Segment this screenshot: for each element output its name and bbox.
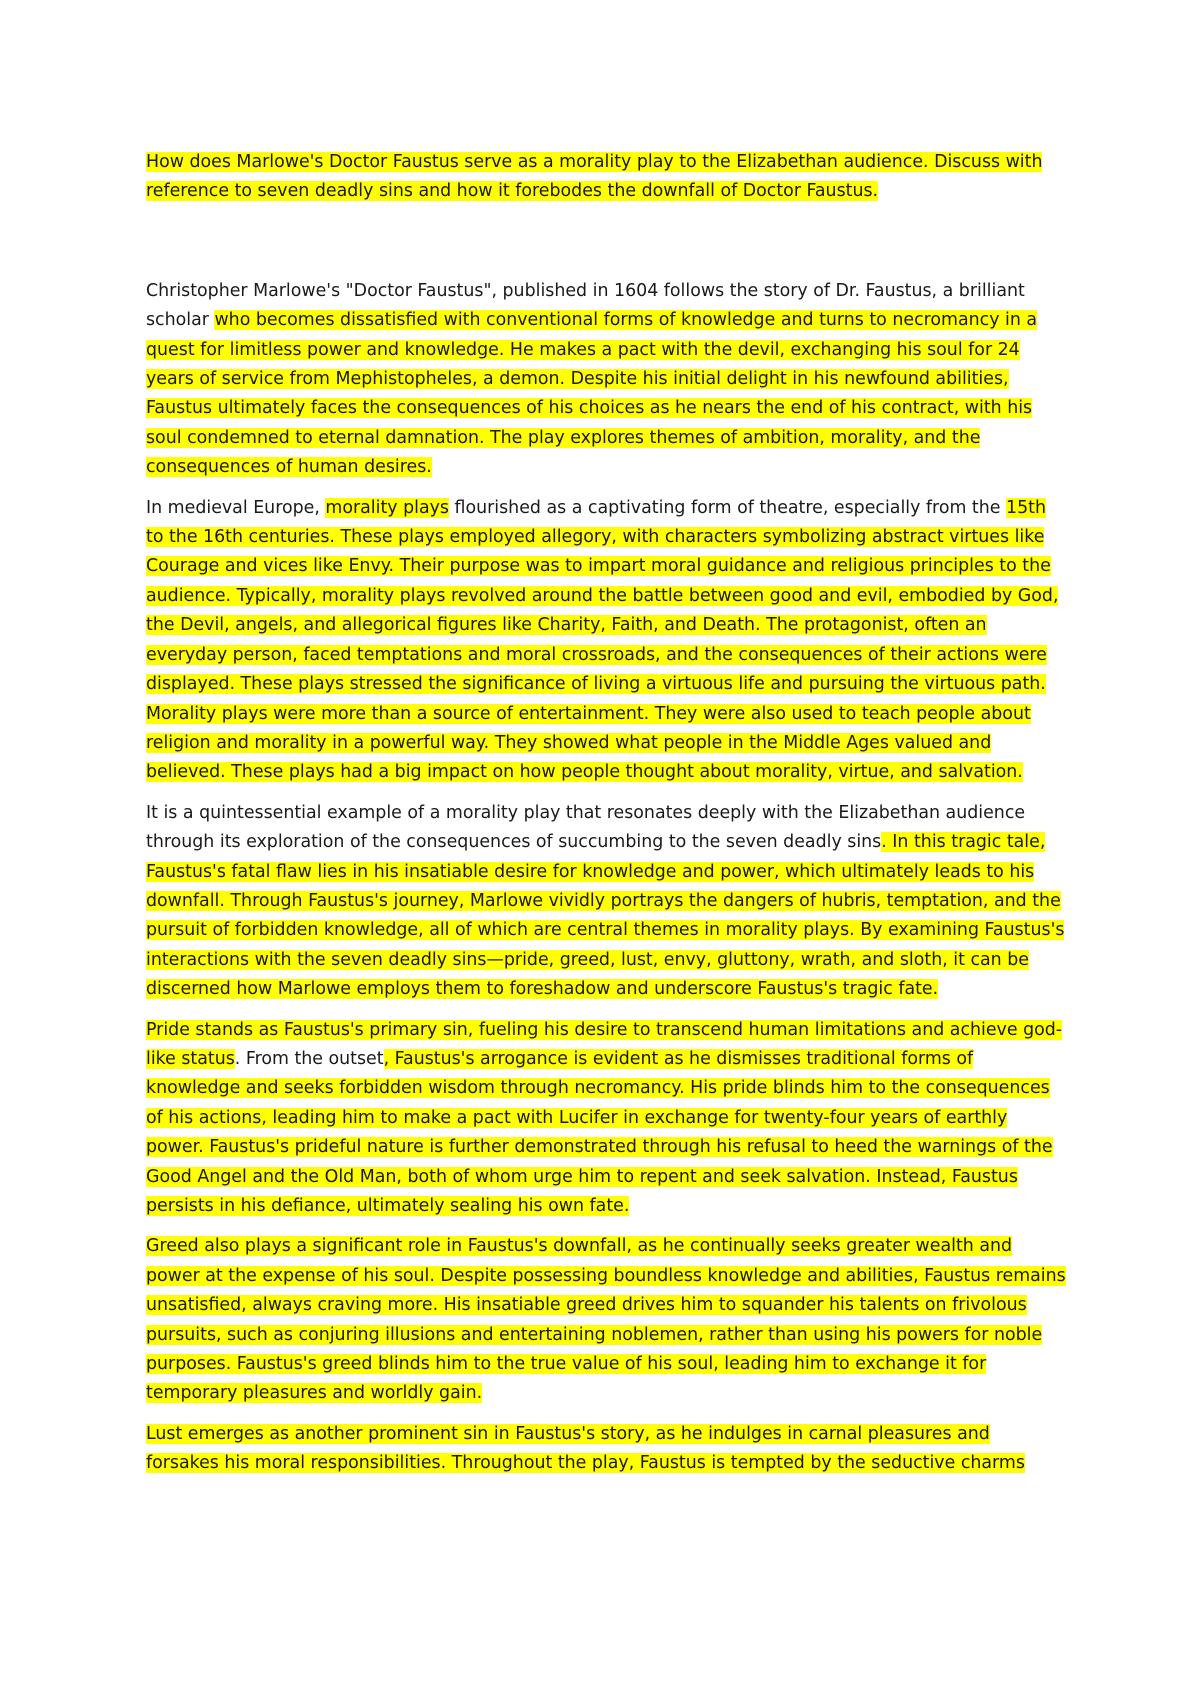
highlighted-text: Lust emerges as another prominent sin in Faustus's story, as he indulges in carnal pleasures and forsakes his moral responsibilities. Throughout the play, Faustus is tempted by the seductive charms [146,1423,1025,1474]
paragraph-introduction [146,277,1066,483]
plain-text: Christopher Marlowe's "Doctor Faustus", published in 1604 follows the story of Dr. Faustus, a brilliant scholar [146,280,1025,331]
highlighted-text: morality plays [325,497,449,518]
paragraph-greed [146,1232,1066,1408]
highlighted-text: . In this tragic tale, Faustus's fatal flaw lies in his insatiable desire for knowledge and power, which ultimately leads to his downfall. Through Faustus's journey, Marlowe vividly portrays the dangers of hubris, temptation, and the pursuit of forbidden knowledge, all of which are central themes in morality plays. By examining Faustus's interactions with the seven deadly sins—pride, greed, lust, envy, gluttony, wrath, and sloth, it can be discerned how Marlowe employs them to foreshadow and underscore Faustus's tragic fate. [146,832,1065,1000]
paragraph-seven-deadly-sins [146,799,1066,1005]
plain-text: flourished as a captivating form of theatre, especially from the [449,497,1007,518]
essay-question [146,148,1066,207]
highlighted-text: , Faustus's arrogance is evident as he dismisses traditional forms of knowledge and seeks forbidden wisdom through necromancy. His pride blinds him to the consequences of his actions, leading him to make a pact with Lucifer in exchange for twenty-four years of earthly power. Faustus's prideful nature is further demonstrated through his refusal to heed the warnings of the Good Angel and the Old Man, both of whom urge him to repent and seek salvation. Instead, Faustus persists in his defiance, ultimately sealing his own fate. [146,1048,1053,1216]
highlighted-text: Greed also plays a significant role in Faustus's downfall, as he continually seeks greater wealth and power at the expense of his soul. Despite possessing boundless knowledge and abilities, Faustus remains unsatisfied, always craving more. His insatiable greed drives him to squander his talents on frivolous pursuits, such as conjuring illusions and entertaining noblemen, rather than using his powers for noble purposes. Faustus's greed blinds him to the true value of his soul, leading him to exchange it for temporary pleasures and worldly gain. [146,1236,1066,1404]
document-body [146,148,1066,1490]
plain-text: . From the outset [234,1048,384,1069]
paragraph-lust [146,1420,1066,1479]
plain-text: It is a quintessential example of a morality play that resonates deeply with the Elizabethan audience through its exploration of the consequences of succumbing to the seven deadly sins [146,802,1026,853]
paragraph-pride [146,1016,1066,1222]
highlighted-text: 15th to the 16th centuries. These plays employed allegory, with characters symbolizing abstract virtues like Courage and vices like Envy. Their purpose was to impart moral guidance and religious principles to the audience. Typically, morality plays revolved around the battle between good and evil, embodied by God, the Devil, angels, and allegorical figures like Charity, Faith, and Death. The protagonist, often an everyday person, faced temptations and moral crossroads, and the consequences of their actions were displayed. These plays stressed the significance of living a virtuous life and pursuing the virtuous path. Morality plays were more than a source of entertainment. They were also used to teach people about religion and morality in a powerful way. They showed what people in the Middle Ages valued and believed. These plays had a big impact on how people thought about morality, virtue, and salvation. [146,497,1059,783]
highlighted-text: How does Marlowe's Doctor Faustus serve as a morality play to the Elizabethan audience. Discuss with reference to seven deadly sins and how it forebodes the downfall of Doctor Faustus. [146,152,1043,202]
highlighted-text: Pride stands as Faustus's primary sin, fueling his desire to transcend human limitations and achieve god-like status [146,1019,1063,1069]
paragraph-morality-plays [146,494,1066,788]
plain-text: In medieval Europe, [146,497,326,518]
highlighted-text: who becomes dissatisfied with conventional forms of knowledge and turns to necromancy in a quest for limitless power and knowledge. He makes a pact with the devil, exchanging his soul for 24 years of service from Mephistopheles, a demon. Despite his initial delight in his newfound abilities, Faustus ultimately faces the consequences of his choices as he nears the end of his contract, with his soul condemned to eternal damnation. The play explores themes of ambition, morality, and the consequences of human desires. [146,310,1038,478]
